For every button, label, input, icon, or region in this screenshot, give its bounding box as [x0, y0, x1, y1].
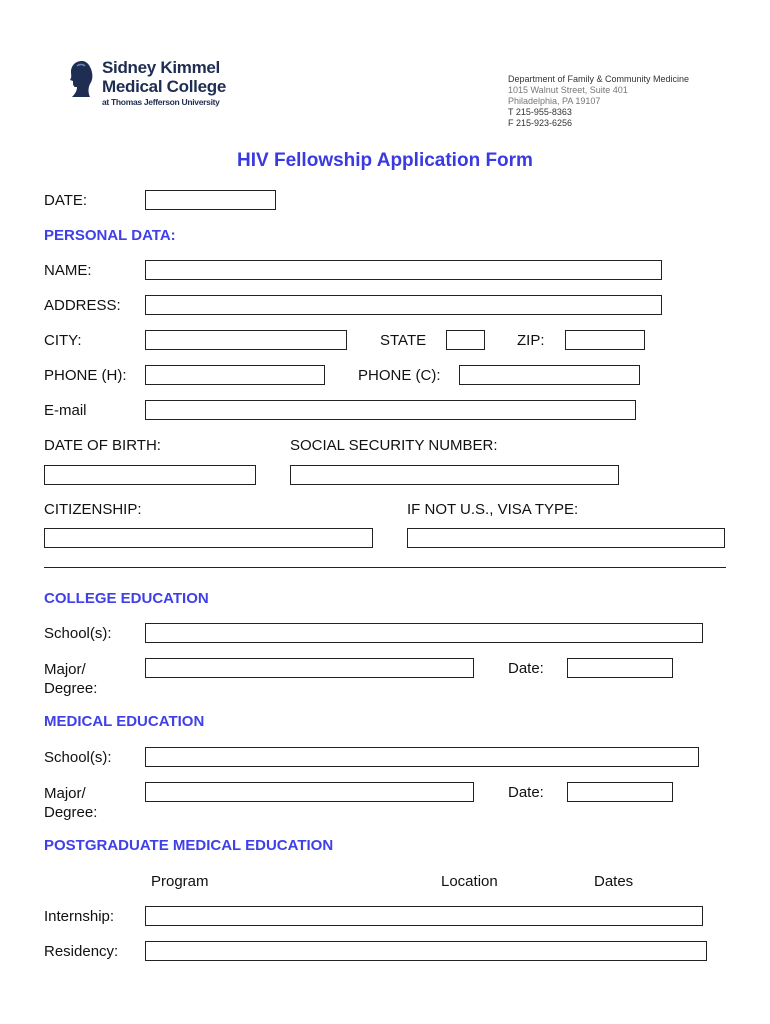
- ssn-field[interactable]: [290, 465, 619, 485]
- email-field[interactable]: [145, 400, 636, 420]
- college-schools-field[interactable]: [145, 623, 703, 643]
- city-field[interactable]: [145, 330, 347, 350]
- date-label: DATE:: [44, 192, 88, 209]
- name-label: NAME:: [44, 262, 92, 279]
- section-divider: [44, 567, 726, 568]
- date-field[interactable]: [145, 190, 276, 210]
- postgraduate-education-heading: POSTGRADUATE MEDICAL EDUCATION: [44, 837, 334, 854]
- medical-schools-label: School(s):: [44, 749, 112, 766]
- logo-line-3: at Thomas Jefferson University: [102, 97, 220, 107]
- medical-major-label-line2: Degree:: [44, 804, 98, 821]
- college-schools-label: School(s):: [44, 625, 112, 642]
- college-date-label: Date:: [508, 660, 544, 677]
- zip-field[interactable]: [565, 330, 645, 350]
- personal-data-heading: PERSONAL DATA:: [44, 227, 176, 244]
- logo-line-1: Sidney Kimmel: [102, 58, 220, 77]
- name-field[interactable]: [145, 260, 662, 280]
- college-date-field[interactable]: [567, 658, 673, 678]
- program-column-header: Program: [151, 873, 209, 890]
- internship-label: Internship:: [44, 908, 115, 925]
- date-of-birth-field[interactable]: [44, 465, 256, 485]
- medical-major-field[interactable]: [145, 782, 474, 802]
- department-street: 1015 Walnut Street, Suite 401: [508, 85, 628, 95]
- department-fax: F 215-923-6256: [508, 118, 573, 128]
- medical-education-heading: MEDICAL EDUCATION: [44, 713, 205, 730]
- city-label: CITY:: [44, 332, 82, 349]
- college-major-label: [44, 660, 97, 698]
- dates-column-header: Dates: [594, 873, 634, 890]
- college-major-field[interactable]: [145, 658, 474, 678]
- form-title: HIV Fellowship Application Form: [237, 150, 533, 171]
- phone-home-label: PHONE (H):: [44, 367, 127, 384]
- medical-major-label: [44, 784, 97, 822]
- location-column-header: Location: [441, 873, 498, 890]
- internship-field[interactable]: [145, 906, 703, 926]
- medical-major-label-line1: Major/: [44, 785, 86, 802]
- address-field[interactable]: [145, 295, 662, 315]
- medical-date-field[interactable]: [567, 782, 673, 802]
- department-city: Philadelphia, PA 19107: [508, 96, 601, 106]
- profile-silhouette-icon: [68, 60, 94, 98]
- college-education-heading: COLLEGE EDUCATION: [44, 590, 209, 607]
- department-name: Department of Family & Community Medicine: [508, 74, 690, 84]
- zip-label: ZIP:: [517, 332, 545, 349]
- address-label: ADDRESS:: [44, 297, 121, 314]
- email-label: E-mail: [44, 402, 87, 419]
- date-of-birth-label: DATE OF BIRTH:: [44, 437, 161, 454]
- phone-home-field[interactable]: [145, 365, 325, 385]
- phone-cell-label: PHONE (C):: [358, 367, 441, 384]
- residency-label: Residency:: [44, 943, 119, 960]
- ssn-label: SOCIAL SECURITY NUMBER:: [290, 437, 498, 454]
- citizenship-field[interactable]: [44, 528, 373, 548]
- citizenship-label: CITIZENSHIP:: [44, 501, 142, 518]
- visa-type-field[interactable]: [407, 528, 725, 548]
- state-field[interactable]: [446, 330, 485, 350]
- department-address-block: [508, 74, 728, 130]
- medical-date-label: Date:: [508, 784, 544, 801]
- medical-schools-field[interactable]: [145, 747, 699, 767]
- college-logo: [68, 58, 238, 110]
- state-label: STATE: [380, 332, 427, 349]
- logo-line-2: Medical College: [102, 77, 226, 96]
- phone-cell-field[interactable]: [459, 365, 640, 385]
- college-major-label-line2: Degree:: [44, 680, 98, 697]
- residency-field[interactable]: [145, 941, 707, 961]
- visa-type-label: IF NOT U.S., VISA TYPE:: [407, 501, 579, 518]
- department-phone: T 215-955-8363: [508, 107, 572, 117]
- college-major-label-line1: Major/: [44, 661, 86, 678]
